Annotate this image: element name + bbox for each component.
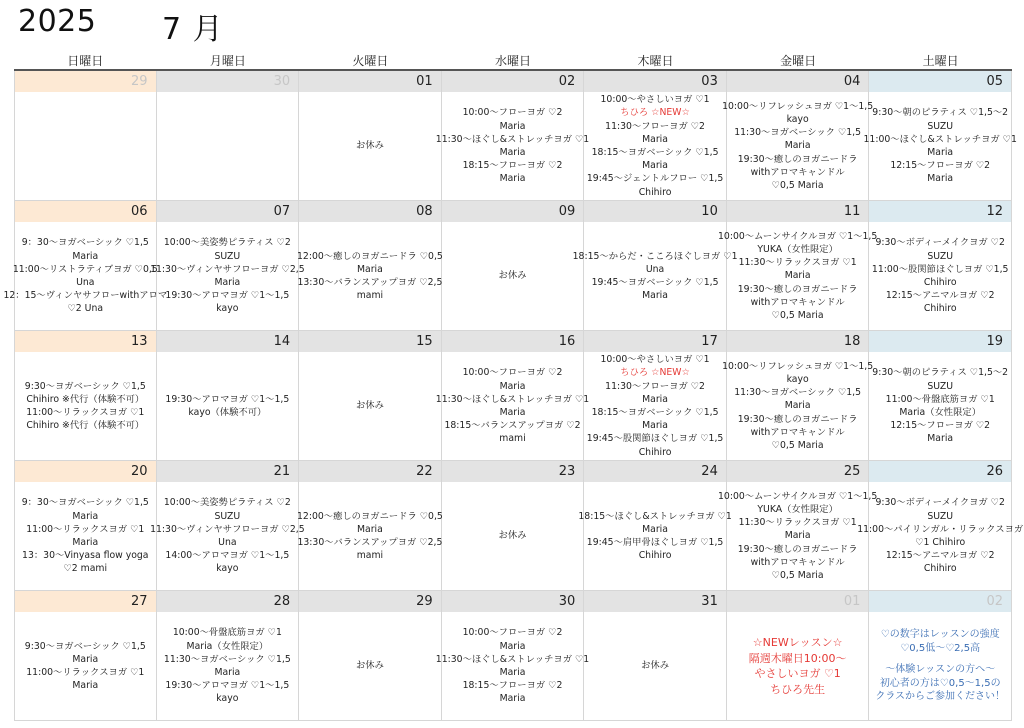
schedule-line: Maria: [72, 510, 99, 522]
schedule-line: 11:30～フローヨガ ♡2: [605, 120, 705, 132]
schedule-line: 11:00～リラックスヨガ ♡1: [26, 407, 145, 418]
schedule-line: 11:30～ほぐし&ストレッチヨガ ♡1: [435, 133, 590, 145]
schedule-line: 11:00～ほぐし&ストレッチヨガ ♡1: [863, 133, 1017, 145]
schedule-line: 10:00～フローヨガ ♡2: [462, 107, 563, 119]
closed-label: お休み: [355, 140, 384, 152]
schedule-line: 18:15～フローヨガ ♡2: [462, 680, 563, 692]
schedule-line: 9：30～ヨガベーシック ♡1,5: [21, 497, 149, 509]
day-cell: [435, 71, 590, 201]
schedule-line: 18:15～からだ・こころほぐしヨガ ♡1: [572, 250, 738, 262]
schedule-line: 19:45～股関節ほぐしヨガ ♡1,5: [586, 433, 724, 445]
day-schedule: [722, 92, 874, 200]
day-cell: [435, 591, 590, 721]
schedule-line: 11:30～ヴィンヤサフローヨガ ♡2,5: [150, 263, 305, 275]
schedule-line: Maria: [499, 147, 526, 158]
day-schedule: [857, 482, 1024, 590]
schedule-line: Maria: [72, 680, 99, 692]
schedule-line: 11:00～リストラティブヨガ ♡0,5: [12, 263, 158, 275]
month-title: 7 月: [162, 12, 224, 47]
day-number: 19: [869, 331, 1011, 352]
schedule-line: Maria: [784, 140, 811, 152]
schedule-line: 10:00～美姿勢ピラティス ♡2: [163, 237, 291, 249]
schedule-line: 19:30～アロマヨガ ♡1～1,5: [165, 393, 290, 405]
schedule-line: 11:00～骨盤底筋ヨガ ♡1: [885, 393, 995, 405]
schedule-line: 18:15～ヨガベーシック ♡1,5: [591, 407, 719, 418]
day-number: 30: [442, 591, 584, 612]
schedule-line: 19:45～肩甲骨ほぐしヨガ ♡1,5: [586, 537, 724, 548]
schedule-line: Chihiro: [638, 186, 672, 198]
schedule-line: 19:30～癒しのヨガニードラ: [737, 283, 858, 295]
schedule-line: Maria: [499, 640, 526, 652]
schedule-line: Maria: [499, 667, 526, 678]
day-number: 01: [727, 591, 869, 612]
day-schedule: [572, 222, 738, 330]
schedule-line: 10:00～リフレッシュヨガ ♡1～1,5: [722, 360, 874, 372]
schedule-line: Maria: [927, 433, 954, 445]
schedule-line: 12:15～フローヨガ ♡2: [890, 160, 991, 172]
year-title: 2025: [18, 4, 97, 39]
day-cell: [722, 331, 874, 461]
schedule-line: 11:30～ほぐし&ストレッチヨガ ♡1: [435, 653, 590, 665]
day-number: 05: [869, 71, 1011, 92]
schedule-line: 10:00～フローヨガ ♡2: [462, 627, 563, 639]
day-cell: [869, 201, 1012, 331]
schedule-line: kayo（体験不可）: [188, 407, 267, 418]
schedule-line: 10:00～やさしいヨガ ♡1: [600, 94, 710, 106]
schedule-line: ちひろ ☆NEW☆: [620, 107, 690, 119]
schedule-line: 18:15～ヨガベーシック ♡1,5: [591, 147, 719, 158]
schedule-line: Maria: [499, 380, 526, 392]
day-cell: [14, 461, 157, 591]
day-cell: [299, 71, 442, 201]
schedule-line: ちひろ先生: [770, 682, 826, 696]
schedule-line: SUZU: [927, 380, 954, 392]
schedule-line: 9:30～朝のピラティス ♡1,5～2: [872, 367, 1009, 379]
day-number: 24: [584, 461, 726, 482]
day-cell: [14, 71, 157, 201]
schedule-line: Chihiro: [638, 446, 672, 458]
schedule-line: Maria: [927, 173, 954, 185]
weekday-thursday: 木曜日: [637, 54, 674, 68]
schedule-line: Chihiro: [638, 550, 672, 562]
day-cell: [718, 201, 878, 331]
closed-label: お休み: [498, 530, 527, 542]
day-number: 25: [727, 461, 869, 482]
schedule-line: ♡2 mami: [63, 563, 108, 575]
schedule-line: 9:30～ボディーメイクヨガ ♡2: [875, 237, 1005, 249]
day-number: 22: [299, 461, 441, 482]
day-number: 29: [15, 71, 156, 92]
schedule-line: 11:30～ヨガベーシック ♡1,5: [734, 387, 862, 399]
schedule-line: Maria: [72, 250, 99, 262]
schedule-line: 13:30～バランスアップヨガ ♡2,5: [297, 537, 443, 548]
schedule-line: 初心者の方は♡0,5～1,5の: [879, 677, 1001, 689]
day-number: 26: [869, 461, 1011, 482]
schedule-line: Maria: [499, 173, 526, 185]
schedule-line: 11:00～リラックスヨガ ♡1: [26, 667, 145, 678]
day-number: 08: [299, 201, 441, 222]
schedule-line: YUKA（女性限定）: [757, 503, 838, 515]
schedule-line: 10:00～美姿勢ピラティス ♡2: [163, 497, 291, 509]
day-schedule: [435, 92, 590, 200]
schedule-line: Una: [76, 277, 95, 288]
day-schedule: [157, 612, 299, 720]
schedule-line: 11:30～フローヨガ ♡2: [605, 380, 705, 392]
schedule-line: 13:30～バランスアップヨガ ♡2,5: [297, 277, 443, 288]
day-schedule: [869, 612, 1011, 720]
day-number: 28: [157, 591, 299, 612]
schedule-line: kayo: [786, 373, 809, 385]
schedule-line: やさしいヨガ ♡1: [754, 667, 841, 680]
schedule-line: 12：15～ヴィンヤサフローwithアロマ: [3, 290, 168, 302]
schedule-line: Maria: [642, 133, 668, 145]
day-cell: [299, 461, 442, 591]
day-cell: [14, 331, 157, 461]
schedule-line: 19:30～癒しのヨガニードラ: [737, 153, 858, 165]
schedule-line: Maria: [784, 270, 811, 282]
day-number: 30: [157, 71, 299, 92]
day-schedule: [442, 482, 584, 590]
day-schedule: [299, 222, 441, 330]
day-schedule: [718, 482, 878, 590]
day-number: 18: [727, 331, 869, 352]
schedule-line: Maria: [642, 290, 668, 302]
schedule-line: Maria: [357, 263, 383, 275]
schedule-line: 19:30～アロマヨガ ♡1～1,5: [165, 680, 290, 692]
closed-label: お休み: [498, 270, 527, 282]
schedule-line: 11:30～ヨガベーシック ♡1,5: [163, 653, 291, 665]
day-number: 14: [157, 331, 299, 352]
schedule-line: クラスからご参加ください！: [875, 691, 1006, 703]
day-schedule: [722, 352, 874, 460]
schedule-line: 隔週木曜日10:00～: [748, 651, 847, 665]
schedule-line: 10:00～リフレッシュヨガ ♡1～1,5: [722, 100, 874, 112]
day-cell: [869, 331, 1012, 461]
day-cell: [863, 71, 1017, 201]
schedule-line: SUZU: [214, 510, 241, 522]
schedule-line: Chihiro ※代行（体験不可）: [26, 420, 145, 432]
schedule-line: withアロマキャンドル: [750, 166, 845, 178]
schedule-line: 18:15～バランスアップヨガ ♡2: [444, 420, 581, 432]
schedule-line: mami: [356, 290, 384, 302]
day-schedule: [869, 222, 1011, 330]
day-schedule: [718, 222, 878, 330]
schedule-line: mami: [499, 433, 526, 445]
schedule-line: 10:00～フローヨガ ♡2: [462, 367, 563, 379]
closed-label: お休み: [355, 400, 384, 412]
day-cell: [150, 201, 305, 331]
day-schedule: [578, 482, 732, 590]
schedule-line: 19:30～癒しのヨガニードラ: [737, 413, 858, 425]
day-schedule: [299, 92, 441, 200]
day-cell: [299, 331, 442, 461]
day-cell: [718, 461, 878, 591]
schedule-line: 19:45～ヨガベーシック ♡1,5: [591, 277, 719, 288]
schedule-line: SUZU: [927, 250, 954, 262]
day-schedule: [727, 612, 869, 720]
schedule-line: ♡1 Chihiro: [915, 537, 966, 548]
day-schedule: [584, 352, 726, 460]
schedule-line: Maria: [642, 160, 668, 172]
calendar-grid: [3, 69, 1024, 721]
schedule-line: 9:30～ボディーメイクヨガ ♡2: [875, 497, 1005, 509]
schedule-line: Una: [645, 263, 665, 275]
schedule-line: kayo: [216, 693, 239, 705]
schedule-line: 11:00～リラックスヨガ ♡1: [26, 523, 145, 535]
day-cell: [572, 201, 738, 331]
schedule-line: 9:30～ヨガベーシック ♡1,5: [24, 380, 146, 392]
day-schedule: [150, 482, 305, 590]
schedule-line: 11:30～ヴィンヤサフローヨガ ♡2,5: [150, 523, 305, 535]
weekday-header-row: [14, 52, 1012, 69]
schedule-line: ♡0,5 Maria: [771, 310, 824, 321]
day-number: 03: [584, 71, 726, 92]
schedule-line: 11:30～リラックスヨガ ♡1: [738, 517, 857, 529]
schedule-line: Maria: [499, 120, 526, 132]
day-schedule: [863, 92, 1017, 200]
schedule-line: 18:15～フローヨガ ♡2: [462, 160, 563, 172]
weekday-sunday: 日曜日: [67, 54, 104, 68]
day-number: 10: [584, 201, 726, 222]
schedule-line: 11:00～パイリンガル・リラックスヨガ: [857, 523, 1024, 535]
schedule-line: 10:00～ムーンサイクルヨガ ♡1～1,5: [718, 230, 878, 242]
schedule-line: Maria: [499, 693, 526, 705]
schedule-line: Maria: [642, 420, 668, 432]
day-schedule: [15, 612, 156, 720]
schedule-line: mami: [356, 550, 384, 562]
day-number: 11: [727, 201, 869, 222]
day-cell: [442, 201, 585, 331]
closed-label: お休み: [355, 660, 384, 672]
schedule-line: Maria: [214, 277, 241, 288]
day-number: 06: [15, 201, 156, 222]
schedule-line: 12:00～癒しのヨガニードラ ♡0,5: [297, 250, 443, 262]
schedule-line: SUZU: [214, 250, 241, 262]
day-number: 20: [15, 461, 156, 482]
weekday-wednesday: 水曜日: [494, 54, 531, 68]
day-number: 16: [442, 331, 584, 352]
day-schedule: [435, 612, 590, 720]
schedule-line: ♡0,5 Maria: [771, 180, 824, 191]
day-number: 29: [299, 591, 441, 612]
schedule-line: withアロマキャンドル: [750, 296, 845, 308]
schedule-line: 14:00～アロマヨガ ♡1～1,5: [165, 550, 290, 562]
day-cell: [157, 331, 300, 461]
schedule-line: kayo: [786, 113, 809, 125]
schedule-line: 19:30～アロマヨガ ♡1～1,5: [165, 290, 290, 302]
schedule-line: 11:30～リラックスヨガ ♡1: [738, 257, 857, 269]
day-cell: [584, 331, 727, 461]
schedule-line: ☆NEWレッスン☆: [752, 636, 843, 649]
day-cell: [584, 71, 727, 201]
weekday-friday: 金曜日: [780, 54, 817, 68]
day-number: 02: [442, 71, 584, 92]
schedule-line: Chihiro: [923, 303, 957, 315]
day-number: 02: [869, 591, 1011, 612]
schedule-line: 11:00～股関節ほぐしヨガ ♡1,5: [871, 263, 1009, 275]
day-number: 01: [299, 71, 441, 92]
day-cell: [157, 71, 300, 201]
schedule-line: Maria: [72, 537, 99, 548]
day-cell: [299, 591, 442, 721]
schedule-line: 19:30～癒しのヨガニードラ: [737, 543, 858, 555]
day-cell: [727, 591, 870, 721]
schedule-line: 11:30～ほぐし&ストレッチヨガ ♡1: [435, 393, 590, 405]
schedule-line: Maria（女性限定）: [186, 640, 269, 652]
day-schedule: [15, 482, 156, 590]
day-schedule: [299, 612, 441, 720]
day-schedule: [3, 222, 168, 330]
schedule-line: Maria: [72, 653, 99, 665]
day-number: 04: [727, 71, 869, 92]
day-schedule: [157, 92, 299, 200]
day-schedule: [299, 352, 441, 460]
schedule-line: kayo: [216, 303, 239, 315]
schedule-line: YUKA（女性限定）: [757, 243, 838, 255]
day-number: 07: [157, 201, 299, 222]
day-cell: [435, 331, 590, 461]
day-cell: [869, 591, 1012, 721]
schedule-line: Maria: [357, 523, 383, 535]
schedule-line: 10:00～骨盤底筋ヨガ ♡1: [172, 627, 282, 639]
schedule-line: Maria: [499, 407, 526, 418]
weekday-monday: 月曜日: [209, 54, 246, 68]
schedule-line: SUZU: [927, 120, 954, 132]
day-number: 12: [869, 201, 1011, 222]
day-cell: [299, 201, 442, 331]
schedule-line: Maria: [642, 523, 668, 535]
schedule-line: 9:30～朝のピラティス ♡1,5～2: [872, 107, 1009, 119]
day-number: 13: [15, 331, 156, 352]
schedule-line: withアロマキャンドル: [750, 556, 845, 568]
day-number: 15: [299, 331, 441, 352]
weekday-saturday: 土曜日: [922, 54, 959, 68]
schedule-line: ♡0,5低～♡2,5高: [900, 642, 981, 654]
schedule-line: Una: [218, 537, 237, 548]
day-cell: [442, 461, 585, 591]
schedule-line: 9:30～ヨガベーシック ♡1,5: [24, 640, 146, 652]
schedule-line: Chihiro ※代行（体験不可）: [26, 393, 145, 405]
day-number: 09: [442, 201, 584, 222]
schedule-line: kayo: [216, 563, 239, 575]
day-number: 23: [442, 461, 584, 482]
day-schedule: [442, 222, 584, 330]
schedule-line: ～体験レッスンの方へ～: [885, 664, 996, 676]
schedule-line: 13：30～Vinyasa flow yoga: [22, 550, 149, 562]
day-schedule: [299, 482, 441, 590]
day-cell: [857, 461, 1024, 591]
schedule-line: ♡2 Una: [67, 303, 104, 315]
day-schedule: [584, 612, 726, 720]
schedule-line: Maria: [642, 393, 668, 405]
schedule-line: Maria: [784, 530, 811, 542]
schedule-line: withアロマキャンドル: [750, 426, 845, 438]
schedule-line: 12:00～癒しのヨガニードラ ♡0,5: [297, 510, 443, 522]
day-schedule: [869, 352, 1011, 460]
day-cell: [150, 461, 305, 591]
schedule-line: 18:15～ほぐし&ストレッチヨガ ♡1: [578, 510, 732, 522]
schedule-line: Chihiro: [923, 277, 957, 288]
day-schedule: [157, 352, 299, 460]
day-cell: [578, 461, 732, 591]
day-number: 27: [15, 591, 156, 612]
schedule-line: Maria: [784, 400, 811, 412]
day-cell: [157, 591, 300, 721]
day-schedule: [15, 92, 156, 200]
weekday-tuesday: 火曜日: [352, 54, 389, 68]
schedule-line: 12:15～アニマルヨガ ♡2: [885, 290, 995, 302]
day-number: 31: [584, 591, 726, 612]
schedule-line: ♡0,5 Maria: [771, 440, 824, 451]
day-cell: [3, 201, 168, 331]
day-schedule: [435, 352, 590, 460]
day-schedule: [15, 352, 156, 460]
schedule-line: SUZU: [927, 510, 954, 522]
schedule-line: 12:15～フローヨガ ♡2: [890, 420, 991, 432]
schedule-line: Maria（女性限定）: [899, 407, 981, 418]
schedule-line: ちひろ ☆NEW☆: [620, 367, 690, 379]
schedule-line: ♡の数字はレッスンの強度: [880, 629, 1000, 641]
schedule-line: 10:00～やさしいヨガ ♡1: [600, 354, 710, 366]
schedule-line: 19:45～ジェントルフロー ♡1,5: [586, 173, 724, 185]
closed-label: お休み: [641, 660, 670, 672]
day-cell: [14, 591, 157, 721]
schedule-line: 10:00～ムーンサイクルヨガ ♡1～1,5: [718, 490, 878, 502]
schedule-line: 12:15～アニマルヨガ ♡2: [885, 550, 995, 562]
day-number: 21: [157, 461, 299, 482]
day-schedule: [584, 92, 726, 200]
day-number: 17: [584, 331, 726, 352]
schedule-line: Maria: [214, 667, 241, 678]
day-schedule: [150, 222, 305, 330]
day-cell: [722, 71, 874, 201]
schedule-line: Maria: [927, 147, 954, 158]
schedule-line: 9：30～ヨガベーシック ♡1,5: [21, 237, 149, 249]
schedule-line: Chihiro: [923, 563, 957, 575]
schedule-line: 11:30～ヨガベーシック ♡1,5: [734, 127, 862, 139]
schedule-line: ♡0,5 Maria: [771, 570, 824, 581]
day-cell: [584, 591, 727, 721]
